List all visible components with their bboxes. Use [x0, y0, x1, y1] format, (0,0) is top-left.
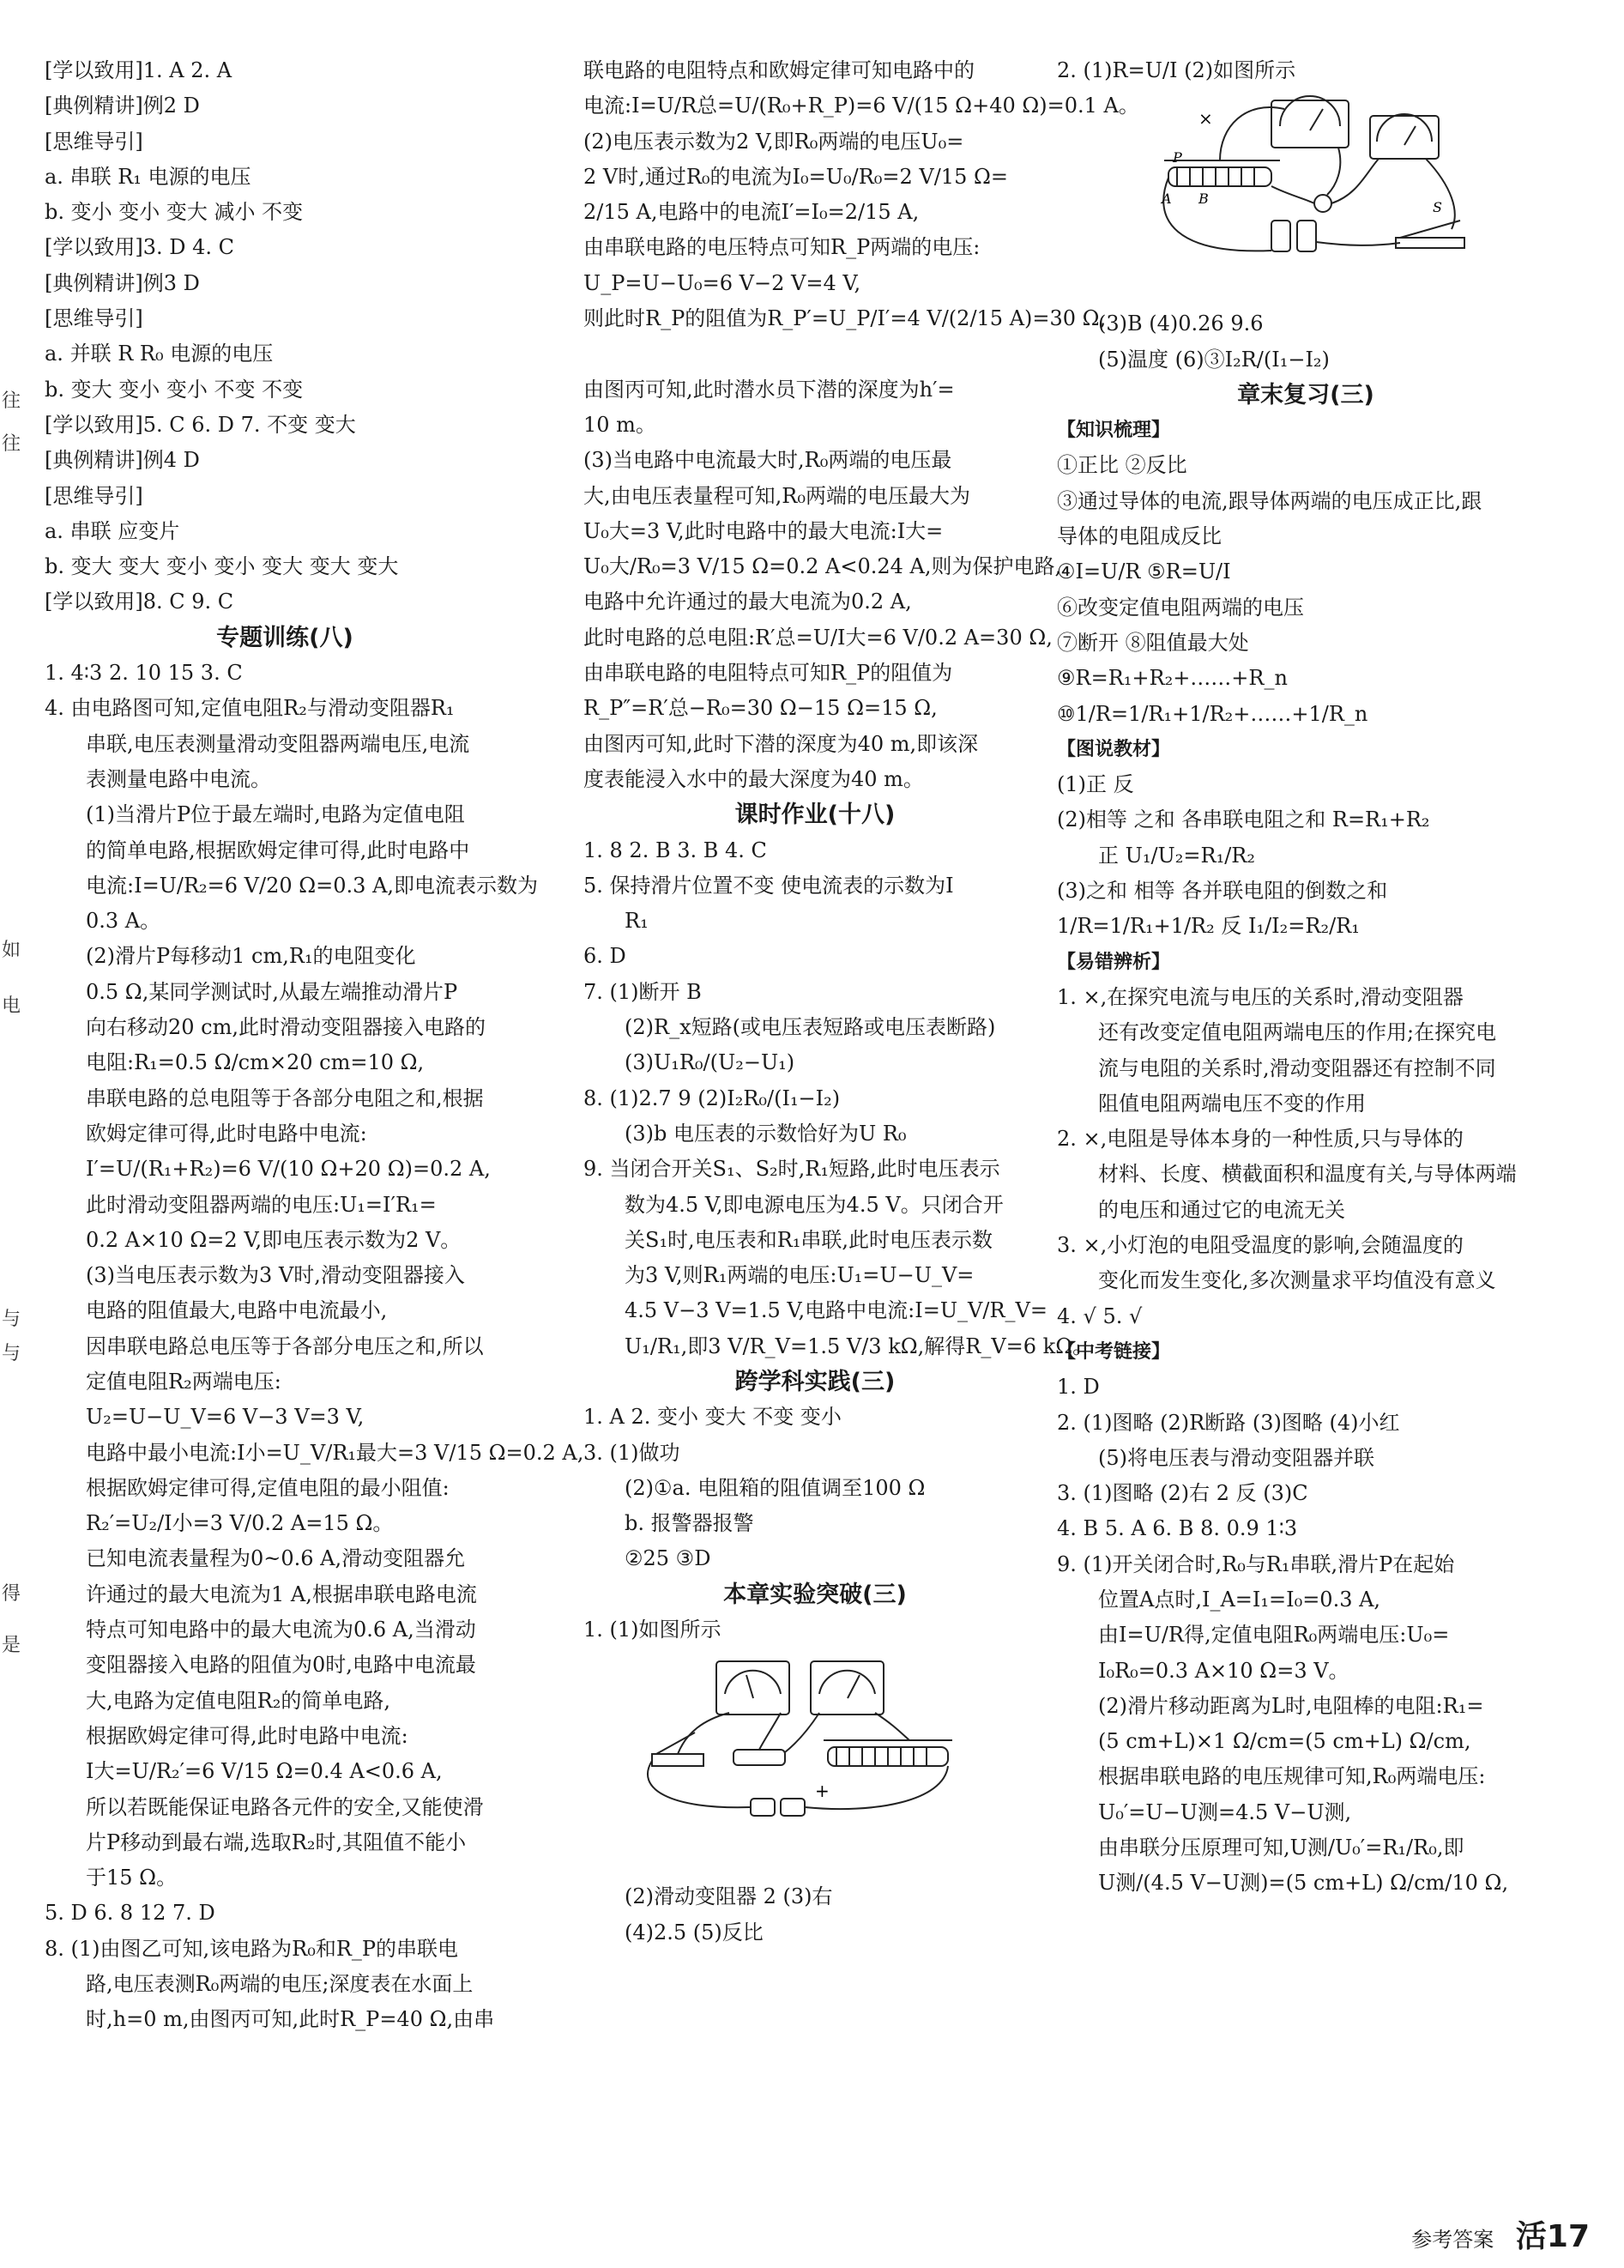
answer-line: ③通过导体的电流,跟导体两端的电压成正比,跟: [1057, 488, 1482, 513]
answer-line: U₀大=3 V,此时电路中的最大电流:I大=: [583, 518, 944, 543]
answer-column-3: [1057, 53, 1555, 1902]
edge-fragment: 往: [2, 433, 21, 455]
answer-line: 0.5 Ω,某同学测试时,从最左端推动滑片P: [86, 979, 458, 1004]
answer-line: I₀R₀=0.3 A×10 Ω=3 V。: [1098, 1658, 1349, 1683]
edge-fragment: 电: [2, 995, 21, 1017]
answer-line: 大,电路为定值电阻R₂的简单电路,: [86, 1688, 390, 1713]
section-heading: 【图说教材】: [1057, 738, 1171, 760]
answer-line: 1. 4∶3 2. 10 15 3. C: [45, 661, 243, 686]
answer-line: 由图丙可知,此时下潜的深度为40 m,即该深: [583, 731, 979, 756]
answer-line: [思维导引]: [45, 129, 143, 154]
answer-line: 关S₁时,电压表和R₁串联,此时电压表示数: [625, 1227, 993, 1252]
answer-line: (2)R_x短路(或电压表短路或电压表断路): [625, 1015, 996, 1040]
edge-fragment: 与: [2, 1343, 21, 1364]
edge-fragment: 得: [2, 1583, 21, 1605]
answer-line: 4. 由电路图可知,定值电阻R₂与滑动变阻器R₁: [45, 696, 455, 721]
answer-line: 0.3 A。: [86, 909, 161, 934]
answer-line: 变化而发生变化,多次测量求平均值没有意义: [1098, 1268, 1496, 1293]
edge-fragment: 往: [2, 390, 21, 412]
answer-line: 所以若既能保证电路各元件的安全,又能使滑: [86, 1794, 484, 1819]
answer-line: 数为4.5 V,即电源电压为4.5 V。只闭合开: [625, 1192, 1004, 1217]
answer-line: 导体的电阻成反比: [1057, 524, 1222, 549]
answer-line: 此时电路的总电阻:R′总=U/I大=6 V/0.2 A=30 Ω,: [583, 625, 1053, 650]
answer-line: I大=U/R₂′=6 V/15 Ω=0.4 A<0.6 A,: [86, 1759, 443, 1784]
answer-line: 3. ×,小灯泡的电阻受温度的影响,会随温度的: [1057, 1233, 1464, 1258]
answer-line: 度表能浸入水中的最大深度为40 m。: [583, 766, 924, 791]
answer-line: (5)将电压表与滑动变阻器并联: [1098, 1445, 1374, 1470]
answer-line: a. 并联 R R₀ 电源的电压: [45, 342, 274, 366]
answer-line: 电流:I=U/R总=U/(R₀+R_P)=6 V/(15 Ω+40 Ω)=0.1 A。: [583, 94, 1139, 118]
answer-line: 由串联电路的电阻特点可知R_P的阻值为: [583, 661, 953, 686]
answer-line: 3. (1)图略 (2)右 2 反 (3)C: [1057, 1481, 1308, 1506]
answer-line: 电路中最小电流:I小=U_V/R₁最大=3 V/15 Ω=0.2 A,: [86, 1440, 584, 1465]
answer-line: 9. (1)开关闭合时,R₀与R₁串联,滑片P在起始: [1057, 1551, 1455, 1576]
answer-line: 则此时R_P的阻值为R_P′=U_P/I′=4 V/(2/15 A)=30 Ω,: [583, 306, 1107, 331]
answer-line: b. 变大 变小 变小 不变 不变: [45, 377, 304, 402]
edge-fragment: 与: [2, 1309, 21, 1330]
answer-line: R_P″=R′总−R₀=30 Ω−15 Ω=15 Ω,: [583, 696, 938, 721]
answer-line: 1. A 2. 变小 变大 不变 变小: [583, 1405, 842, 1430]
answer-line: ①正比 ②反比: [1057, 453, 1187, 478]
answer-line: 7. (1)断开 B: [583, 979, 702, 1004]
svg-text:S: S: [1433, 199, 1442, 216]
answer-line: (3)U₁R₀/(U₂−U₁): [625, 1050, 795, 1075]
answer-line: a. 串联 应变片: [45, 518, 180, 543]
answer-line: 欧姆定律可得,此时电路中电流:: [86, 1121, 367, 1146]
answer-line: 许通过的最大电流为1 A,根据串联电路电流: [86, 1582, 477, 1606]
answer-line: 2. (1)R=U/I (2)如图所示: [1057, 58, 1296, 82]
answer-line: 流与电阻的关系时,滑动变阻器还有控制不同: [1098, 1055, 1496, 1080]
answer-line: (1)当滑片P位于最左端时,电路为定值电阻: [86, 802, 465, 827]
answer-line: 8. (1)由图乙可知,该电路为R₀和R_P的串联电: [45, 1936, 459, 1961]
answer-line: 9. 当闭合开关S₁、S₂时,R₁短路,此时电压表示: [583, 1157, 1000, 1182]
section-heading: 【知识梳理】: [1057, 420, 1171, 442]
answer-line: 1/R=1/R₁+1/R₂ 反 I₁/I₂=R₂/R₁: [1057, 914, 1360, 939]
answer-line: 还有改变定值电阻两端电压的作用;在探究电: [1098, 1020, 1497, 1045]
answer-line: U_P=U−U₀=6 V−2 V=4 V,: [583, 270, 861, 295]
answer-line: 电路的阻值最大,电路中电流最小,: [86, 1298, 388, 1323]
answer-line: 5. D 6. 8 12 7. D: [45, 1901, 215, 1926]
circuit-figure-experiment: [635, 1651, 978, 1823]
answer-line: ⑦断开 ⑧阻值最大处: [1057, 630, 1249, 655]
answer-line: [典例精讲]例2 D: [45, 94, 200, 118]
edge-fragment: 是: [2, 1635, 21, 1656]
answer-line: 位置A点时,I_A=I₁=I₀=0.3 A,: [1098, 1587, 1381, 1612]
answer-line: U₁/R₁,即3 V/R_V=1.5 V/3 kΩ,解得R_V=6 kΩ。: [625, 1334, 1094, 1358]
answer-line: 根据欧姆定律可得,此时电路中电流:: [86, 1723, 408, 1748]
answer-line: 片P移动到最右端,选取R₂时,其阻值不能小: [86, 1830, 467, 1854]
answer-line: R₂′=U₂/I小=3 V/0.2 A=15 Ω。: [86, 1511, 394, 1536]
answer-line: ②25 ③D: [625, 1546, 711, 1571]
answer-line: U₀′=U−U测=4.5 V−U测,: [1098, 1799, 1352, 1824]
answer-line: 根据欧姆定律可得,定值电阻的最小阻值:: [86, 1475, 450, 1500]
answer-line: [学以致用]1. A 2. A: [45, 58, 232, 82]
answer-line: (2)滑片移动距离为L时,电阻棒的电阻:R₁=: [1098, 1693, 1484, 1718]
answer-line: 2 V时,通过R₀的电流为I₀=U₀/R₀=2 V/15 Ω=: [583, 164, 1008, 189]
answer-line: [思维导引]: [45, 483, 143, 508]
answer-line: 1. 8 2. B 3. B 4. C: [583, 838, 767, 862]
svg-text:A: A: [1162, 191, 1172, 208]
answer-line: 电流:I=U/R₂=6 V/20 Ω=0.3 A,即电流表示数为: [86, 873, 539, 898]
section-title: 课时作业(十八): [734, 801, 896, 829]
answer-line: 2. ×,电阻是导体本身的一种性质,只与导体的: [1057, 1127, 1464, 1152]
svg-text:P: P: [1173, 149, 1182, 166]
answer-line: (3)当电压表示数为3 V时,滑动变阻器接入: [86, 1263, 465, 1288]
answer-line: (4)2.5 (5)反比: [625, 1920, 764, 1944]
answer-line: 6. D: [583, 944, 626, 969]
answer-line: (2)滑动变阻器 2 (3)右: [625, 1884, 833, 1909]
answer-line: (3)之和 相等 各并联电阻的倒数之和: [1057, 879, 1388, 904]
answer-line: b. 变大 变大 变小 变小 变大 变大 变大: [45, 554, 399, 579]
answer-line: [典例精讲]例4 D: [45, 448, 200, 473]
answer-line: 1. (1)如图所示: [583, 1618, 721, 1642]
section-title: 章末复习(三): [1237, 381, 1374, 408]
answer-line: (2)电压表示数为2 V,即R₀两端的电压U₀=: [583, 129, 964, 154]
answer-line: (3)当电路中电流最大时,R₀两端的电压最: [583, 448, 952, 473]
svg-text:B: B: [1198, 191, 1209, 208]
answer-line: 正 U₁/U₂=R₁/R₂: [1098, 843, 1255, 868]
answer-line: (1)正 反: [1057, 772, 1134, 797]
answer-line: 1. D: [1057, 1375, 1100, 1400]
section-title: 专题训练(八): [216, 624, 353, 651]
answer-line: (2)①a. 电阻箱的阻值调至100 Ω: [625, 1475, 926, 1500]
answer-line: 阻值电阻两端电压不变的作用: [1098, 1091, 1366, 1116]
answer-line: 串联,电压表测量滑动变阻器两端电压,电流: [86, 731, 470, 756]
answer-line: 联电路的电阻特点和欧姆定律可知电路中的: [583, 58, 975, 82]
page-number: 活17: [1515, 2219, 1590, 2254]
answer-line: 8. (1)2.7 9 (2)I₂R₀/(I₁−I₂): [583, 1086, 841, 1110]
answer-line: 由图丙可知,此时潜水员下潜的深度为h′=: [583, 377, 955, 402]
answer-line: 为3 V,则R₁两端的电压:U₁=U−U_V=: [625, 1263, 975, 1288]
footer-label: 参考答案: [1411, 2228, 1494, 2252]
answer-line: 1. ×,在探究电流与电压的关系时,滑动变阻器: [1057, 984, 1464, 1009]
answer-line: ⑩1/R=1/R₁+1/R₂+……+1/R_n: [1057, 701, 1368, 726]
figure: [583, 1651, 1047, 1876]
answer-line: 特点可知电路中的最大电流为0.6 A,当滑动: [86, 1618, 476, 1642]
figure: [1057, 92, 1555, 303]
answer-line: 串联电路的总电阻等于各部分电阻之和,根据: [86, 1086, 484, 1110]
answer-line: 此时滑动变阻器两端的电压:U₁=I′R₁=: [86, 1192, 437, 1217]
svg-text:+: +: [815, 1781, 830, 1802]
answer-line: 2/15 A,电路中的电流I′=I₀=2/15 A,: [583, 200, 920, 225]
answer-line: 的简单电路,根据欧姆定律可得,此时电路中: [86, 838, 470, 862]
answer-line: 时,h=0 m,由图丙可知,此时R_P=40 Ω,由串: [86, 2007, 495, 2032]
section-heading: 【易错辨析】: [1057, 951, 1171, 973]
answer-line: [思维导引]: [45, 306, 143, 331]
answer-line: U₀大/R₀=3 V/15 Ω=0.2 A<0.24 A,则为保护电路,: [583, 554, 1062, 579]
answer-line: ④I=U/R ⑤R=U/I: [1057, 559, 1231, 584]
answer-line: 材料、长度、横截面积和温度有关,与导体两端: [1098, 1162, 1517, 1187]
answer-line: 路,电压表测R₀两端的电压;深度表在水面上: [86, 1972, 474, 1997]
answer-line: 电路中允许通过的最大电流为0.2 A,: [583, 590, 912, 614]
answer-line: R₁: [625, 909, 649, 934]
answer-line: 4.5 V−3 V=1.5 V,电路中电流:I=U_V/R_V=: [625, 1298, 1047, 1323]
answer-line: [典例精讲]例3 D: [45, 270, 200, 295]
answer-line: 由串联分压原理可知,U测/U₀′=R₁/R₀,即: [1098, 1836, 1464, 1860]
answer-line: 定值电阻R₂两端电压:: [86, 1369, 281, 1394]
answer-line: b. 报警器报警: [625, 1511, 754, 1536]
answer-line: (2)滑片P每移动1 cm,R₁的电阻变化: [86, 944, 416, 969]
answer-line: 变阻器接入电路的阻值为0时,电路中电流最: [86, 1653, 476, 1678]
section-heading: 【中考链接】: [1057, 1340, 1171, 1363]
answer-line: (3)b 电压表的示数恰好为U R₀: [625, 1121, 907, 1146]
answer-line: 于15 Ω。: [86, 1866, 178, 1890]
section-title: 跨学科实践(三): [734, 1368, 896, 1395]
answer-column-1: [45, 53, 584, 2038]
answer-line: 由I=U/R得,定值电阻R₀两端电压:U₀=: [1098, 1623, 1450, 1648]
answer-line: 5. 保持滑片位置不变 使电流表的示数为I: [583, 873, 954, 898]
answer-line: 3. (1)做功: [583, 1440, 680, 1465]
answer-line: I′=U/(R₁+R₂)=6 V/(10 Ω+20 Ω)=0.2 A,: [86, 1157, 491, 1182]
answer-line: 4. √ 5. √: [1057, 1303, 1143, 1328]
answer-line: [学以致用]3. D 4. C: [45, 235, 235, 260]
answer-line: ⑨R=R₁+R₂+……+R_n: [1057, 666, 1288, 691]
answer-line: 的电压和通过它的电流无关: [1098, 1197, 1345, 1222]
answer-line: (3)B (4)0.26 9.6: [1098, 311, 1264, 336]
answer-line: (5)温度 (6)③I₂R/(I₁−I₂): [1098, 347, 1330, 372]
answer-line: 表测量电路中电流。: [86, 766, 271, 791]
circuit-figure-voltmeter-ammeter: [1143, 92, 1486, 263]
answer-line: [学以致用]5. C 6. D 7. 不变 变大: [45, 412, 356, 437]
answer-line: 2. (1)图略 (2)R断路 (3)图略 (4)小红: [1057, 1410, 1400, 1435]
answer-line: 电阻:R₁=0.5 Ω/cm×20 cm=10 Ω,: [86, 1050, 425, 1075]
svg-text:×: ×: [1198, 108, 1213, 130]
answer-line: 向右移动20 cm,此时滑动变阻器接入电路的: [86, 1015, 486, 1040]
answer-line: a. 串联 R₁ 电源的电压: [45, 164, 251, 189]
answer-line: ⑥改变定值电阻两端的电压: [1057, 595, 1304, 620]
answer-line: 大,由电压表量程可知,R₀两端的电压最大为: [583, 483, 970, 508]
section-title: 本章实验突破(三): [723, 1581, 907, 1608]
answer-line: 0.2 A×10 Ω=2 V,即电压表示数为2 V。: [86, 1227, 462, 1252]
answer-line: [学以致用]8. C 9. C: [45, 590, 234, 614]
answer-line: U测/(4.5 V−U测)=(5 cm+L) Ω/cm/10 Ω,: [1098, 1871, 1509, 1896]
answer-line: (5 cm+L)×1 Ω/cm=(5 cm+L) Ω/cm,: [1098, 1729, 1471, 1754]
answer-line: U₂=U−U_V=6 V−3 V=3 V,: [86, 1405, 365, 1430]
answer-line: 因串联电路总电压等于各部分电压之和,所以: [86, 1334, 484, 1358]
answer-line: 根据串联电路的电压规律可知,R₀两端电压:: [1098, 1764, 1486, 1789]
answer-line: [583, 336, 1047, 372]
answer-line: (2)相等 之和 各串联电阻之和 R=R₁+R₂: [1057, 807, 1430, 832]
answer-line: 4. B 5. A 6. B 8. 0.9 1∶3: [1057, 1516, 1298, 1541]
page-footer: [1411, 2212, 1590, 2256]
answer-line: b. 变小 变小 变大 减小 不变: [45, 200, 304, 225]
answer-line: 10 m。: [583, 412, 656, 437]
answer-line: 已知电流表量程为0~0.6 A,滑动变阻器允: [86, 1546, 466, 1571]
edge-fragment: 如: [2, 940, 21, 961]
answer-line: 由串联电路的电压特点可知R_P两端的电压:: [583, 235, 981, 260]
